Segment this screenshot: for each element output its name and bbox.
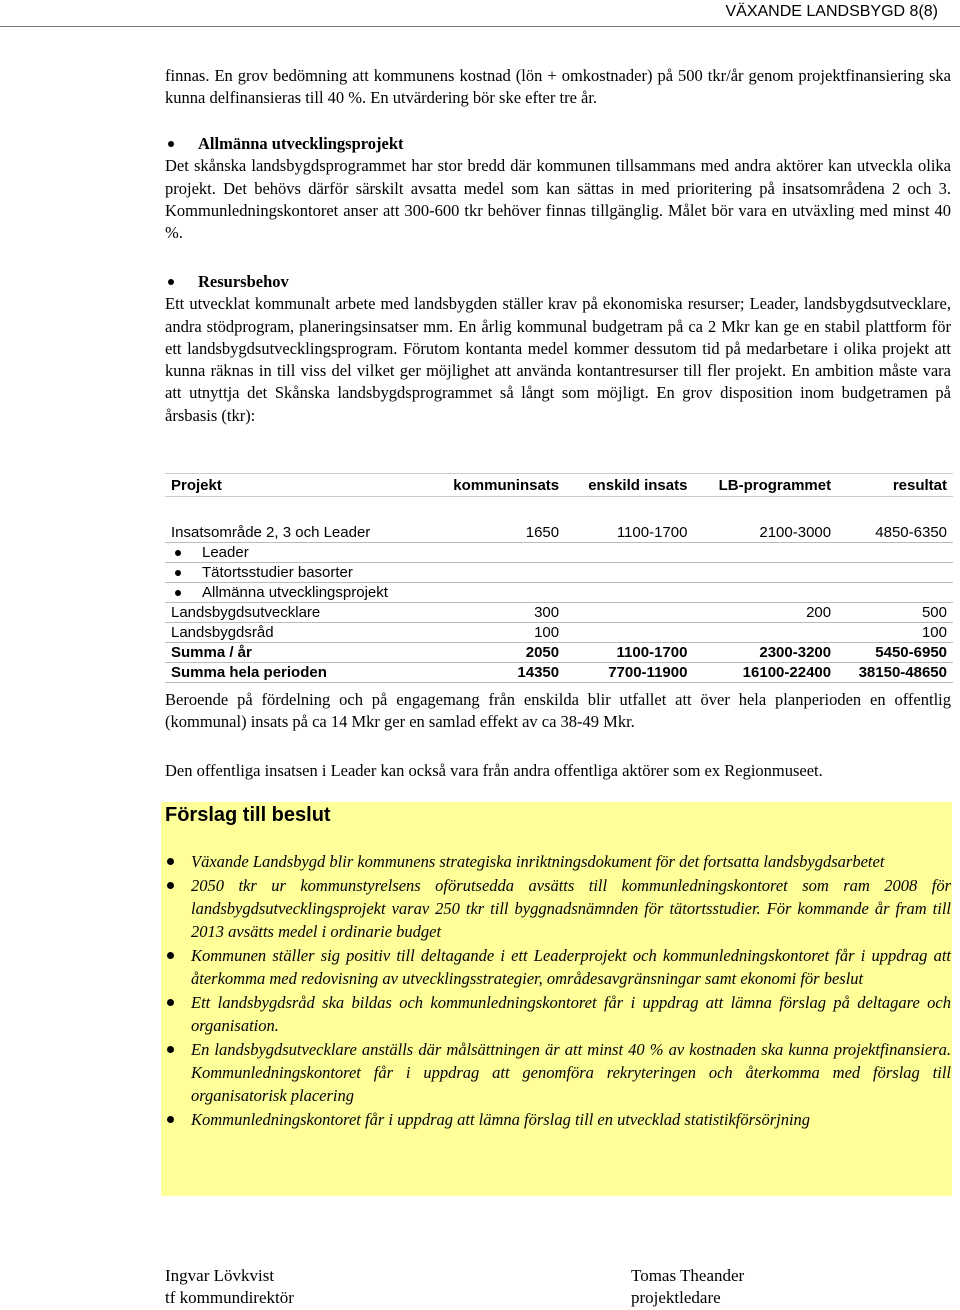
row-label: Landsbygdsråd [171,624,274,641]
row-label: Summa hela perioden [171,664,327,681]
table-row [165,603,953,623]
decision-item: 2050 tkr ur kommunstyrelsens oförutsedda avsätts till kommunledningskontoret som ram 2008 för landsbygdsutvecklingsprojekt varav 250 tkr till byggnadsnämnden för tätortsstudier. För kommande år fram till 2013 avsätts medel i ordinarie budget [165,874,951,943]
cell-enskild: 1100-1700 [616,524,688,541]
section-resursbehov-heading: Resursbehov [165,271,951,293]
row-label: Landsbygdsutvecklare [171,604,321,621]
cell-kommun: 1650 [525,524,560,541]
col-header-projekt: Projekt [171,476,222,494]
row-label: Allmänna utvecklingsprojekt [165,583,429,603]
decision-item: Kommunledningskontoret får i uppdrag att lämna förslag till en utvecklad statistikförsörjning [165,1108,951,1131]
table-row-total-period [165,663,953,683]
signature-title: tf kommundirektör [165,1288,294,1307]
row-label: Insatsområde 2, 3 och Leader [171,524,371,541]
budget-table [165,473,953,683]
section-resursbehov-text: Ett utvecklat kommunalt arbete med landsbygden ställer krav på ekonomiska resurser; Leader, landsbygdsutvecklare, andra stödprogram, planeringsinsatser mm. En årlig kommunal budgetram på ca 2 Mkr kan ge en stabil plattform för ett landsbygdsutvecklingsprogram. Förutom kontanta medel kommer dessutom tid på medarbetare i olika projekt att kunna räknas in till viss del vilket ger möjlighet att använda kontantresurser till fler projekt. En ambition måste vara att utnyttja det Skånska landsbygdsprogrammet så långt som möjligt. En grov disposition inom budgetramen på årsbasis (tkr): [165,294,951,425]
col-header-lb-programmet: LB-programmet [718,476,832,494]
row-label: Summa / år [171,644,252,661]
cell-resultat: 38150-48650 [858,664,947,681]
decision-title: Förslag till beslut [165,804,331,826]
cell-kommun: 100 [534,624,560,641]
cell-kommun: 300 [534,604,560,621]
cell-kommun: 14350 [517,664,560,681]
cell-resultat: 5450-6950 [875,644,947,661]
signature-name: Ingvar Lövkvist [165,1266,275,1285]
row-label: Leader [165,543,429,563]
col-header-resultat: resultat [892,476,947,494]
cell-lb: 2300-3200 [759,644,832,661]
cell-kommun: 2050 [525,644,560,661]
decision-item: Ett landsbygdsråd ska bildas och kommunledningskontoret får i uppdrag att lämna förslag på deltagare och organisation. [165,991,951,1037]
page-header [0,0,960,24]
intro-paragraph: finnas. En grov bedömning att kommunens kostnad (lön + omkostnader) på 500 tkr/år genom projektfinansiering ska kunna delfinansieras till 40 %. En utvärdering bör ske efter tre år. [165,66,951,108]
cell-resultat: 100 [921,624,947,641]
decision-box [161,802,952,1196]
signature-name: Tomas Theander [631,1266,745,1285]
table-spacer-row [165,497,953,524]
decision-item: Kommunen ställer sig positiv till deltagande i ett Leaderprojekt och kommunledningskontoret får i uppdrag att återkomma med redovisning av utvecklingsstrategier, områdesavgränsningar samt ekonomi för beslut [165,944,951,990]
table-row-total-year [165,643,953,663]
section-allmanna [165,133,951,244]
table-header-row [165,474,953,497]
header-title: VÄXANDE LANDSBYGD 8(8) [725,3,938,20]
section-resursbehov [165,271,951,427]
section-allmanna-text: Det skånska landsbygdsprogrammet har stor bredd där kommunen tillsammans med andra aktörer kan utveckla olika projekt. Det behövs därför särskilt avsatta medel som kan sättas in med prioritering på insatsområdena 2 och 3. Kommunledningskontoret anser att 300-600 tkr behöver finnas tillgänglig. Målet bör vara en utväxling med minst 40 %. [165,156,951,243]
signature-left [165,1265,294,1309]
decision-list [165,850,951,1132]
after-table-paragraph-1: Beroende på fördelning och på engagemang från enskilda blir utfallet att över hela planperioden en offentlig (kommunal) insats på ca 14 Mkr ger en samlad effekt av ca 38-49 Mkr. [165,690,951,732]
table-row [165,583,953,603]
col-header-enskild-insats: enskild insats [588,476,688,494]
table-row [165,623,953,643]
header-rule [0,26,960,27]
cell-lb [693,623,837,643]
row-label: Tätortsstudier basorter [165,563,429,583]
table-row [165,543,953,563]
table-row [165,523,953,543]
cell-resultat: 500 [921,604,947,621]
section-allmanna-heading: Allmänna utvecklingsprojekt [165,133,951,155]
signature-right [631,1265,744,1309]
decision-item: En landsbygdsutvecklare anställs där målsättningen är att minst 40 % av kostnaden ska kunna projektfinansiera. Kommunledningskontoret får i uppdrag att genomföra rekryteringen och återkomma med förslag till organisatorisk placering [165,1038,951,1107]
after-table-paragraph-2: Den offentliga insatsen i Leader kan också vara från andra offentliga aktörer som ex Regionmuseet. [165,761,823,780]
cell-resultat: 4850-6350 [875,524,947,541]
cell-enskild [565,623,693,643]
decision-item: Växande Landsbygd blir kommunens strategiska inriktningsdokument för det fortsatta landsbygdsarbetet [165,850,951,873]
cell-enskild: 7700-11900 [608,664,688,681]
cell-lb: 2100-3000 [759,524,832,541]
cell-lb: 16100-22400 [742,664,832,681]
signature-title: projektledare [631,1288,721,1307]
cell-lb: 200 [806,604,832,621]
cell-enskild: 1100-1700 [616,644,688,661]
table-row [165,563,953,583]
cell-enskild [565,603,693,623]
col-header-kommuninsats: kommuninsats [453,476,560,494]
